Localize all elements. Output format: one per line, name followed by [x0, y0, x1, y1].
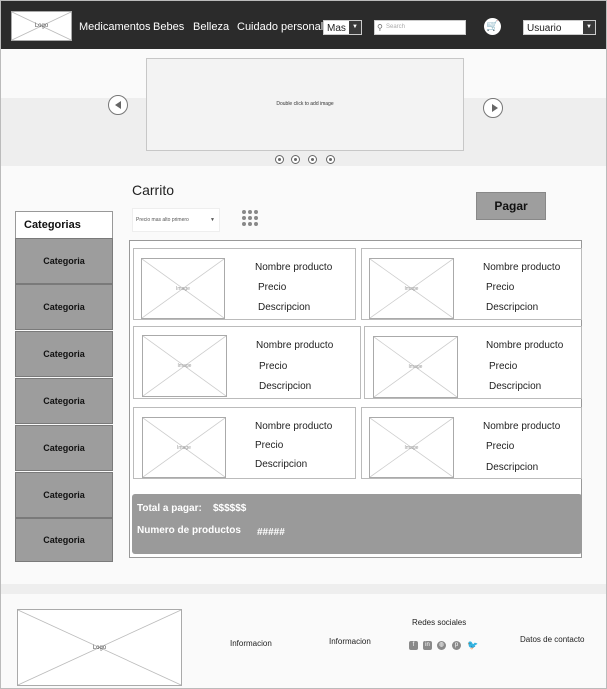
user-dropdown[interactable] [523, 20, 596, 35]
product-name: Nombre producto [255, 421, 333, 432]
logo-text: Logo [34, 23, 49, 29]
grid-view-icon[interactable] [242, 210, 258, 226]
footer-social-label: Redes sociales [412, 618, 467, 627]
twitter-icon[interactable]: 🐦 [467, 640, 479, 650]
carousel-dot[interactable] [275, 155, 284, 164]
product-card[interactable] [361, 248, 582, 320]
pay-button[interactable]: Pagar [476, 192, 546, 220]
product-image [142, 335, 227, 397]
pinterest-icon[interactable]: p [452, 641, 461, 650]
top-navbar [1, 1, 606, 49]
search-placeholder: Search [386, 24, 406, 30]
product-image-label: Image [176, 285, 190, 292]
chevron-down-icon: ▼ [210, 217, 215, 223]
sidebar-category-item[interactable]: Categoria [15, 472, 113, 518]
nav-link-belleza[interactable]: Belleza [193, 21, 230, 33]
footer-info-link[interactable]: Informacion [230, 639, 272, 648]
web-icon[interactable]: ◍ [438, 642, 445, 648]
product-description: Descripcion [259, 381, 312, 392]
user-dropdown-label: Usuario [527, 23, 562, 34]
sidebar-category-item[interactable]: Categoria [15, 425, 113, 471]
product-card[interactable] [133, 407, 356, 479]
product-price: Precio [259, 361, 288, 372]
product-name: Nombre producto [483, 421, 561, 432]
product-price: Precio [486, 282, 515, 293]
product-description: Descripcion [255, 459, 308, 470]
product-image-label: Image [177, 363, 192, 369]
hero-image-text: Double click to add image [276, 101, 334, 107]
product-image-label: Image [404, 444, 419, 451]
product-card[interactable] [133, 326, 361, 399]
logo-text: Logo [92, 644, 107, 651]
product-description: Descripcion [486, 462, 539, 473]
sidebar-category-item[interactable]: Categoria [15, 518, 113, 562]
footer-contact-label[interactable]: Datos de contacto [520, 635, 585, 644]
carousel-dot[interactable] [291, 155, 300, 164]
hero-image-placeholder[interactable] [146, 58, 464, 151]
cart-totals-panel [132, 494, 582, 554]
categories-heading: Categorias [15, 211, 113, 238]
footer-logo[interactable] [17, 609, 182, 686]
chevron-down-icon: ▼ [583, 21, 595, 34]
search-icon: ⚲ [377, 23, 383, 32]
carousel-dot[interactable] [326, 155, 335, 164]
product-name: Nombre producto [256, 340, 334, 351]
carousel-dot[interactable] [308, 155, 317, 164]
total-label: Total a pagar: [137, 503, 202, 514]
product-image-label: Image [404, 285, 419, 292]
sort-dropdown[interactable] [132, 208, 220, 232]
nav-link-cuidado-personal[interactable]: Cuidado personal [237, 21, 324, 33]
product-image [373, 336, 458, 398]
product-description: Descripcion [489, 381, 542, 392]
product-price: Precio [486, 441, 515, 452]
product-image [369, 258, 454, 319]
product-count-value: ##### [257, 527, 285, 538]
product-image-label: Image [408, 364, 423, 370]
shopping-cart-icon[interactable]: 🛒 [484, 18, 501, 35]
linkedin-icon[interactable]: in [423, 641, 432, 650]
product-image-label: Image [177, 444, 191, 451]
product-card[interactable] [364, 326, 582, 399]
carousel-prev-button[interactable] [108, 95, 128, 115]
carousel-next-button[interactable] [483, 98, 503, 118]
product-price: Precio [255, 440, 284, 451]
sidebar-category-item[interactable]: Categoria [15, 238, 113, 284]
arrow-right-icon [492, 104, 498, 112]
product-count-label: Numero de productos [137, 525, 241, 536]
product-card[interactable] [361, 407, 582, 479]
more-dropdown[interactable] [323, 20, 362, 35]
product-name: Nombre producto [486, 340, 564, 351]
navbar-logo[interactable] [11, 11, 72, 41]
more-dropdown-label: Mas [327, 23, 346, 34]
product-description: Descripcion [486, 302, 539, 313]
product-image [369, 417, 454, 478]
product-name: Nombre producto [483, 262, 561, 273]
product-price: Precio [258, 282, 287, 293]
product-image [141, 258, 225, 319]
page-title: Carrito [132, 182, 175, 198]
sort-dropdown-label: Precio mas alto primero [136, 217, 189, 223]
footer-separator [1, 584, 606, 594]
nav-link-bebes[interactable]: Bebes [153, 21, 185, 33]
arrow-left-icon [115, 101, 121, 109]
sidebar-category-item[interactable]: Categoria [15, 331, 113, 377]
product-name: Nombre producto [255, 262, 333, 273]
product-description: Descripcion [258, 302, 311, 313]
chevron-down-icon: ▼ [349, 21, 361, 34]
total-value: $$$$$$ [213, 503, 247, 514]
nav-link-medicamentos[interactable]: Medicamentos [79, 21, 151, 33]
product-price: Precio [489, 361, 518, 372]
product-card[interactable] [133, 248, 356, 320]
facebook-icon[interactable]: f [409, 641, 418, 650]
search-input[interactable] [374, 20, 466, 35]
footer-info-link[interactable]: Informacion [329, 637, 371, 646]
product-image [142, 417, 226, 478]
sidebar-category-item[interactable]: Categoria [15, 378, 113, 424]
sidebar-category-item[interactable]: Categoria [15, 284, 113, 330]
